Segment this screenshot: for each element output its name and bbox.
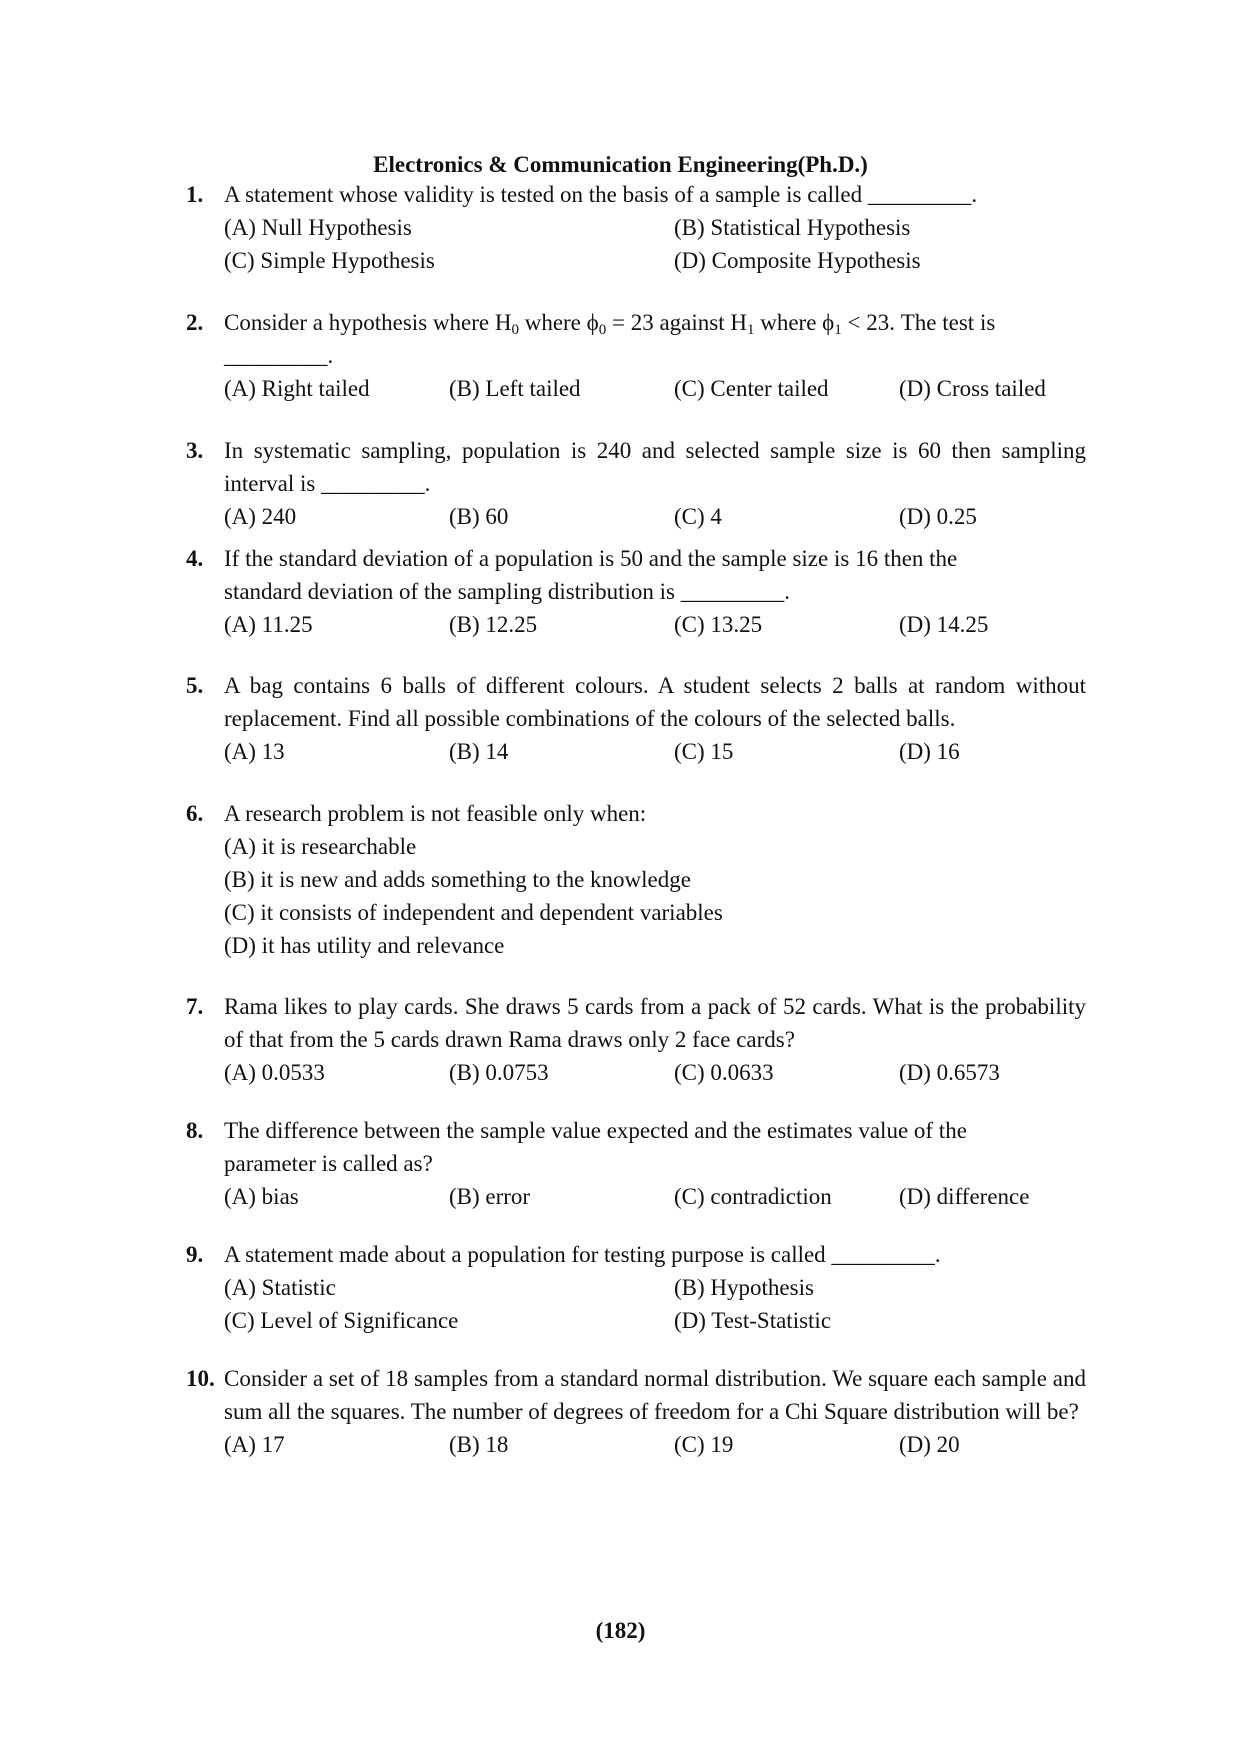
option-c: (C) 13.25: [674, 612, 763, 637]
options: [224, 500, 1086, 533]
option-a: (A) Statistic: [224, 1275, 336, 1300]
question-stem: A statement whose validity is tested on the basis of a sample is called _________.: [224, 182, 978, 207]
option-d: (D) 14.25: [899, 612, 989, 637]
question-stem: Rama likes to play cards. She draws 5 cards from a pack of 52 cards. What is the probability of that from the 5 cards drawn Rama draws only 2 face cards?: [224, 994, 1086, 1052]
option-a: (A) 13: [224, 739, 285, 764]
question-2: [186, 306, 1086, 405]
option-d: (D) difference: [899, 1184, 1030, 1209]
options: [224, 1271, 1086, 1337]
question-number: 7.: [186, 994, 204, 1019]
option-b: (B) 14: [449, 739, 509, 764]
options: [224, 372, 1086, 405]
option-d: (D) Test-Statistic: [674, 1308, 832, 1333]
option-b: (B) 12.25: [449, 612, 538, 637]
question-8: [186, 1114, 1086, 1213]
question-number: 1.: [186, 182, 204, 207]
option-c: (C) Level of Significance: [224, 1308, 459, 1333]
page-title: Electronics & Communication Engineering(Ph.D.): [373, 152, 868, 177]
option-b: (B) Statistical Hypothesis: [674, 215, 911, 240]
question-6: [186, 797, 1086, 962]
option-a: (A) 17: [224, 1432, 285, 1457]
question-stem: Consider a set of 18 samples from a standard normal distribution. We square each sample and sum all the squares. The number of degrees of freedom for a Chi Square distribution will be?: [224, 1366, 1086, 1424]
question-number: 3.: [186, 438, 204, 463]
question-stem: In systematic sampling, population is 240 and selected sample size is 60 then sampling interval is _________.: [224, 438, 1086, 496]
options: [224, 1428, 1086, 1461]
option-c: (C) 15: [674, 739, 734, 764]
option-a: (A) 0.0533: [224, 1060, 325, 1085]
question-stem: A bag contains 6 balls of different colours. A student selects 2 balls at random without replacement. Find all possible combinations of the colours of the selected balls.: [224, 673, 1086, 731]
question-number: 9.: [186, 1242, 204, 1267]
question-10: [186, 1362, 1086, 1461]
options: [224, 211, 1086, 277]
question-stem: Consider a hypothesis where $H_0$ where $\phi_0 = 23$ against $H_1$ where $\phi_1 < 23$. The test is: [224, 310, 996, 338]
question-stem: A statement made about a population for testing purpose is called _________.: [224, 1242, 941, 1267]
question-stem: The difference between the sample value expected and the estimates value of the parameter is called as?: [224, 1118, 967, 1176]
options: [224, 735, 1086, 768]
option-c: (C) 0.0633: [674, 1060, 774, 1085]
option-d: (D) it has utility and relevance: [224, 933, 505, 958]
question-5: [186, 669, 1086, 768]
question-number: 8.: [186, 1118, 204, 1143]
question-number: 5.: [186, 673, 204, 698]
option-b: (B) 18: [449, 1432, 509, 1457]
option-a: (A) bias: [224, 1184, 299, 1209]
option-d: (D) Cross tailed: [899, 376, 1046, 401]
question-number: 6.: [186, 801, 204, 826]
option-b: (B) Left tailed: [449, 376, 581, 401]
option-b: (B) 0.0753: [449, 1060, 549, 1085]
option-b: (B) it is new and adds something to the knowledge: [224, 867, 691, 892]
question-9: [186, 1238, 1086, 1337]
page-number: (182): [595, 1618, 646, 1643]
option-b: (B) Hypothesis: [674, 1275, 814, 1300]
options: [224, 830, 1086, 962]
option-c: (C) Center tailed: [674, 376, 829, 401]
question-number: 4.: [186, 546, 204, 571]
question-3: [186, 434, 1086, 533]
question-number: 2.: [186, 310, 204, 335]
option-b: (B) error: [449, 1184, 531, 1209]
question-stem-line2: _________.: [224, 343, 334, 368]
option-c: (C) 4: [674, 504, 722, 529]
options: [224, 608, 1086, 641]
option-a: (A) 240: [224, 504, 297, 529]
option-d: (D) 0.6573: [899, 1060, 1000, 1085]
options: [224, 1056, 1086, 1089]
option-d: (D) 16: [899, 739, 960, 764]
option-a: (A) Null Hypothesis: [224, 215, 412, 240]
question-stem: A research problem is not feasible only when:: [224, 801, 647, 826]
option-b: (B) 60: [449, 504, 509, 529]
option-a: (A) 11.25: [224, 612, 313, 637]
option-c: (C) Simple Hypothesis: [224, 248, 435, 273]
question-4: [186, 542, 1086, 641]
option-d: (D) Composite Hypothesis: [674, 248, 921, 273]
option-c: (C) it consists of independent and dependent variables: [224, 900, 723, 925]
option-d: (D) 0.25: [899, 504, 977, 529]
option-c: (C) contradiction: [674, 1184, 832, 1209]
question-number: 10.: [186, 1366, 215, 1391]
options: [224, 1180, 1086, 1213]
question-stem: If the standard deviation of a population is 50 and the sample size is 16 then the standard deviation of the sampling distribution is _________.: [224, 546, 958, 604]
question-7: [186, 990, 1086, 1089]
option-a: (A) it is researchable: [224, 834, 417, 859]
question-1: [186, 178, 1086, 277]
option-c: (C) 19: [674, 1432, 734, 1457]
option-d: (D) 20: [899, 1432, 960, 1457]
option-a: (A) Right tailed: [224, 376, 370, 401]
